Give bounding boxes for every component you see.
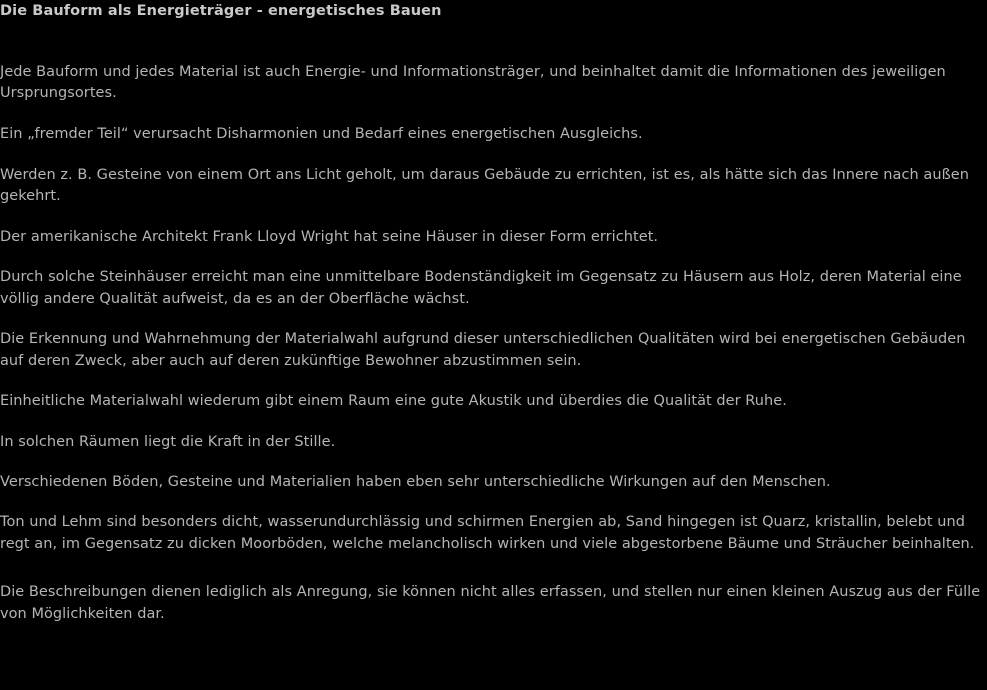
- title-spacer: [0, 22, 983, 62]
- paragraph-1: Jede Bauform und jedes Material ist auch Energie- und Informationsträger, und beinhaltet damit die Informationen des jeweiligen Ursprungsortes.: [0, 63, 946, 102]
- paragraph-6: Die Erkennung und Wahrnehmung der Materialwahl aufgrund dieser unterschiedlichen Qualitäten wird bei energetischen Gebäuden auf deren Zweck, aber auch auf deren zukünftige Bewohner abzustimmen sein.: [0, 331, 966, 369]
- paragraph-8: In solchen Räumen liegt die Kraft in der Stille.: [0, 433, 336, 450]
- paragraph-11: Die Beschreibungen dienen lediglich als Anregung, sie können nicht alles erfassen, und stellen nur einen kleinen Auszug aus der Fülle von Möglichkeiten dar.: [0, 584, 981, 622]
- paragraph-2: Ein „fremder Teil“ verursacht Disharmonien und Bedarf eines energetischen Ausgleichs.: [0, 126, 643, 143]
- paragraph-5: Durch solche Steinhäuser erreicht man eine unmittelbare Bodenständigkeit im Gegensatz zu Häusern aus Holz, deren Material eine völlig andere Qualität aufweist, da es an der Oberfläche wächst.: [0, 269, 962, 307]
- paragraph-7: Einheitliche Materialwahl wiederum gibt einem Raum eine gute Akustik und überdies die Qualität der Ruhe.: [0, 393, 787, 410]
- paragraph-10: Ton und Lehm sind besonders dicht, wasserundurchlässig und schirmen Energien ab, Sand hingegen ist Quarz, kristallin, belebt und regt an, im Gegensatz zu dicken Moorböden, welche melancholisch wirken und viele abgestorbene Bäume und Sträucher beinhalten.: [0, 514, 975, 552]
- page-title: Die Bauform als Energieträger - energetisches Bauen: [0, 3, 442, 19]
- paragraph-3: Werden z. B. Gesteine von einem Ort ans Licht geholt, um daraus Gebäude zu errichten, ist es, als hätte sich das Innere nach außen gekehrt.: [0, 166, 969, 205]
- paragraph-4: Der amerikanische Architekt Frank Lloyd Wright hat seine Häuser in dieser Form errichtet.: [0, 228, 659, 245]
- paragraph-9: Verschiedenen Böden, Gesteine und Materialien haben eben sehr unterschiedliche Wirkungen auf den Menschen.: [0, 474, 831, 490]
